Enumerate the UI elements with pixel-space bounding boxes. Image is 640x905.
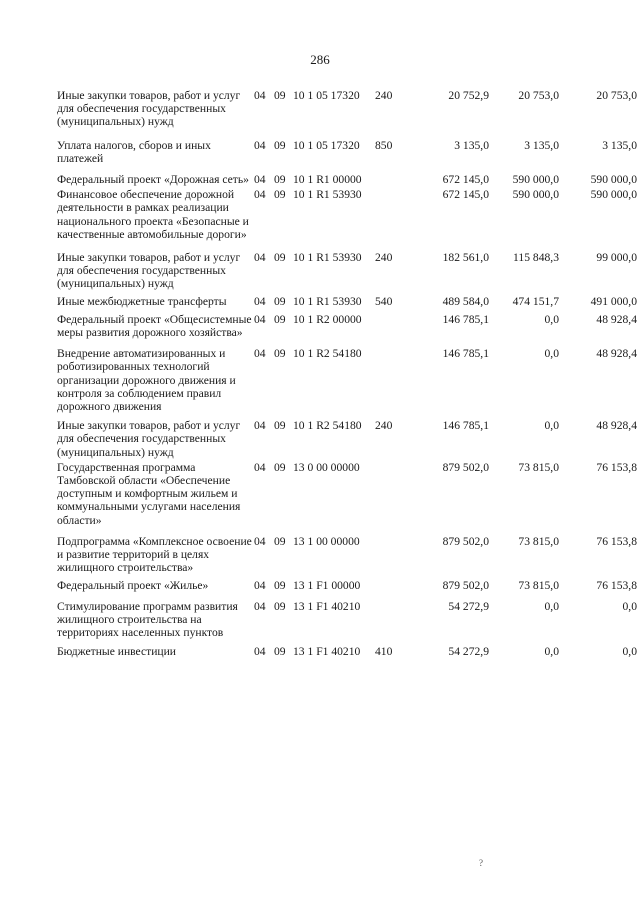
row-expense-type-code: 540 xyxy=(375,294,393,308)
row-expense-type-code xyxy=(375,165,401,186)
row-section-code: 04 xyxy=(254,460,266,474)
table-row xyxy=(57,186,637,241)
row-amount-year-2: 73 815,0 xyxy=(518,460,559,474)
row-amount-year-2: 590 000,0 xyxy=(512,173,559,187)
row-amount-year-1: 182 561,0 xyxy=(442,251,489,265)
row-expense-type-code xyxy=(375,186,401,241)
row-amount-year-1: 146 785,1 xyxy=(442,347,489,361)
row-target-article-code: 10 1 R1 00000 xyxy=(293,173,362,187)
row-subsection-code: 09 xyxy=(274,645,286,659)
row-amount-year-1: 879 502,0 xyxy=(442,578,489,592)
row-name: Стимулирование программ развития жилищного строительства на территориях населенных пунктов xyxy=(57,599,238,640)
row-name: Иные закупки товаров, работ и услуг для обеспечения государственных (муниципальных) нужд xyxy=(57,251,241,291)
row-subsection-code: 09 xyxy=(274,251,286,265)
table-row xyxy=(57,89,637,129)
row-amount-year-2: 590 000,0 xyxy=(512,188,559,202)
row-subsection-code: 09 xyxy=(274,460,286,474)
row-amount-year-1: 879 502,0 xyxy=(442,460,489,474)
budget-table-body xyxy=(57,89,637,659)
row-section-code: 04 xyxy=(254,578,266,592)
row-name: Бюджетные инвестиции xyxy=(57,645,177,659)
row-amount-year-2: 0,0 xyxy=(544,645,559,659)
row-amount-year-2: 0,0 xyxy=(544,419,559,433)
row-amount-year-1: 879 502,0 xyxy=(442,534,489,548)
row-subsection-code: 09 xyxy=(274,599,286,613)
row-amount-year-1: 20 752,9 xyxy=(448,89,489,102)
row-amount-year-3: 76 153,8 xyxy=(596,578,637,592)
row-section-code: 04 xyxy=(254,347,266,361)
row-subsection-code: 09 xyxy=(274,89,286,102)
row-amount-year-2: 474 151,7 xyxy=(512,294,559,308)
row-name: Финансовое обеспечение дорожной деятельности в рамках реализации национального проекта «Безопасные и качественные автомобильные дороги» xyxy=(57,188,249,241)
row-subsection-code: 09 xyxy=(274,419,286,433)
row-expense-type-code: 850 xyxy=(375,138,393,152)
row-subsection-code: 09 xyxy=(274,294,286,308)
row-target-article-code: 10 1 R1 53930 xyxy=(293,188,362,202)
row-section-code: 04 xyxy=(254,251,266,265)
row-expense-type-code xyxy=(375,592,401,640)
row-target-article-code: 10 1 R2 54180 xyxy=(293,419,362,433)
row-section-code: 04 xyxy=(254,312,266,326)
row-section-code: 04 xyxy=(254,294,266,308)
row-amount-year-2: 3 135,0 xyxy=(524,138,559,152)
row-amount-year-3: 99 000,0 xyxy=(596,251,637,265)
row-section-code: 04 xyxy=(254,89,266,102)
row-name: Иные закупки товаров, работ и услуг для обеспечения государственных (муниципальных) нужд xyxy=(57,419,241,459)
row-name: Федеральный проект «Общесистемные меры развития дорожного хозяйства» xyxy=(57,312,252,340)
row-name: Уплата налогов, сборов и иных платежей xyxy=(57,138,211,165)
row-expense-type-code: 240 xyxy=(375,89,393,102)
row-section-code: 04 xyxy=(254,599,266,613)
row-section-code: 04 xyxy=(254,173,266,187)
row-target-article-code: 13 1 00 00000 xyxy=(293,534,360,548)
row-expense-type-code: 240 xyxy=(375,251,393,265)
row-name: Подпрограмма «Комплексное освоение и развитие территорий в целях жилищного строительства» xyxy=(57,534,252,575)
row-expense-type-code xyxy=(375,575,401,592)
row-amount-year-1: 489 584,0 xyxy=(442,294,489,308)
row-target-article-code: 10 1 05 17320 xyxy=(293,89,360,102)
row-amount-year-3: 48 928,4 xyxy=(596,419,637,433)
table-row xyxy=(57,291,637,308)
row-subsection-code: 09 xyxy=(274,312,286,326)
row-section-code: 04 xyxy=(254,188,266,202)
row-section-code: 04 xyxy=(254,419,266,433)
row-expense-type-code xyxy=(375,459,401,527)
row-amount-year-3: 20 753,0 xyxy=(596,89,637,102)
row-name: Федеральный проект «Дорожная сеть» xyxy=(57,173,249,187)
row-expense-type-code xyxy=(375,339,401,413)
row-target-article-code: 13 1 F1 40210 xyxy=(293,599,361,613)
table-row xyxy=(57,413,637,459)
row-expense-type-code: 240 xyxy=(375,419,393,433)
row-amount-year-3: 590 000,0 xyxy=(590,173,637,187)
row-target-article-code: 13 1 F1 00000 xyxy=(293,578,361,592)
row-amount-year-2: 73 815,0 xyxy=(518,534,559,548)
row-amount-year-1: 3 135,0 xyxy=(454,138,489,152)
row-name: Внедрение автоматизированных и роботизированных технологий организации дорожного движения и контроля за соблюдением правил дорожного движения xyxy=(57,347,236,414)
budget-table xyxy=(57,89,637,659)
row-target-article-code: 10 1 R1 53930 xyxy=(293,294,362,308)
row-subsection-code: 09 xyxy=(274,188,286,202)
row-amount-year-3: 76 153,8 xyxy=(596,460,637,474)
row-subsection-code: 09 xyxy=(274,173,286,187)
row-amount-year-1: 672 145,0 xyxy=(442,188,489,202)
row-amount-year-3: 590 000,0 xyxy=(590,188,637,202)
table-row xyxy=(57,575,637,592)
table-row xyxy=(57,639,637,658)
row-target-article-code: 13 0 00 00000 xyxy=(293,460,360,474)
row-expense-type-code: 410 xyxy=(375,645,393,659)
row-target-article-code: 10 1 R1 53930 xyxy=(293,251,362,265)
row-target-article-code: 10 1 05 17320 xyxy=(293,138,360,152)
row-target-article-code: 10 1 R2 54180 xyxy=(293,347,362,361)
table-row xyxy=(57,527,637,575)
row-amount-year-2: 73 815,0 xyxy=(518,578,559,592)
row-amount-year-2: 20 753,0 xyxy=(518,89,559,102)
row-name: Иные закупки товаров, работ и услуг для обеспечения государственных (муниципальных) нужд xyxy=(57,89,241,129)
row-section-code: 04 xyxy=(254,534,266,548)
row-name: Иные межбюджетные трансферты xyxy=(57,294,227,308)
row-name: Государственная программа Тамбовской области «Обеспечение доступным и комфортным жильем и коммунальными услугами населения области» xyxy=(57,460,241,527)
table-row xyxy=(57,339,637,413)
row-amount-year-3: 48 928,4 xyxy=(596,312,637,326)
row-expense-type-code xyxy=(375,308,401,339)
row-amount-year-2: 0,0 xyxy=(544,347,559,361)
row-target-article-code: 10 1 R2 00000 xyxy=(293,312,362,326)
row-section-code: 04 xyxy=(254,138,266,152)
page-mark: ? xyxy=(479,858,483,868)
row-amount-year-1: 54 272,9 xyxy=(448,645,489,659)
row-target-article-code: 13 1 F1 40210 xyxy=(293,645,361,659)
table-row xyxy=(57,241,637,291)
row-expense-type-code xyxy=(375,527,401,575)
table-row xyxy=(57,459,637,527)
row-amount-year-2: 0,0 xyxy=(544,312,559,326)
row-amount-year-3: 3 135,0 xyxy=(602,138,637,152)
row-subsection-code: 09 xyxy=(274,578,286,592)
row-amount-year-3: 0,0 xyxy=(622,599,637,613)
row-section-code: 04 xyxy=(254,645,266,659)
row-amount-year-3: 0,0 xyxy=(622,645,637,659)
row-subsection-code: 09 xyxy=(274,138,286,152)
row-amount-year-1: 54 272,9 xyxy=(448,599,489,613)
row-amount-year-3: 48 928,4 xyxy=(596,347,637,361)
row-amount-year-2: 115 848,3 xyxy=(513,251,559,265)
table-row xyxy=(57,129,637,165)
row-amount-year-1: 146 785,1 xyxy=(442,312,489,326)
table-row xyxy=(57,308,637,339)
row-amount-year-2: 0,0 xyxy=(544,599,559,613)
table-row xyxy=(57,165,637,186)
row-name: Федеральный проект «Жилье» xyxy=(57,578,209,592)
row-amount-year-1: 146 785,1 xyxy=(442,419,489,433)
row-amount-year-1: 672 145,0 xyxy=(442,173,489,187)
page-number: 286 xyxy=(310,52,330,67)
row-amount-year-3: 76 153,8 xyxy=(596,534,637,548)
row-subsection-code: 09 xyxy=(274,534,286,548)
row-subsection-code: 09 xyxy=(274,347,286,361)
row-amount-year-3: 491 000,0 xyxy=(590,294,637,308)
table-row xyxy=(57,592,637,640)
